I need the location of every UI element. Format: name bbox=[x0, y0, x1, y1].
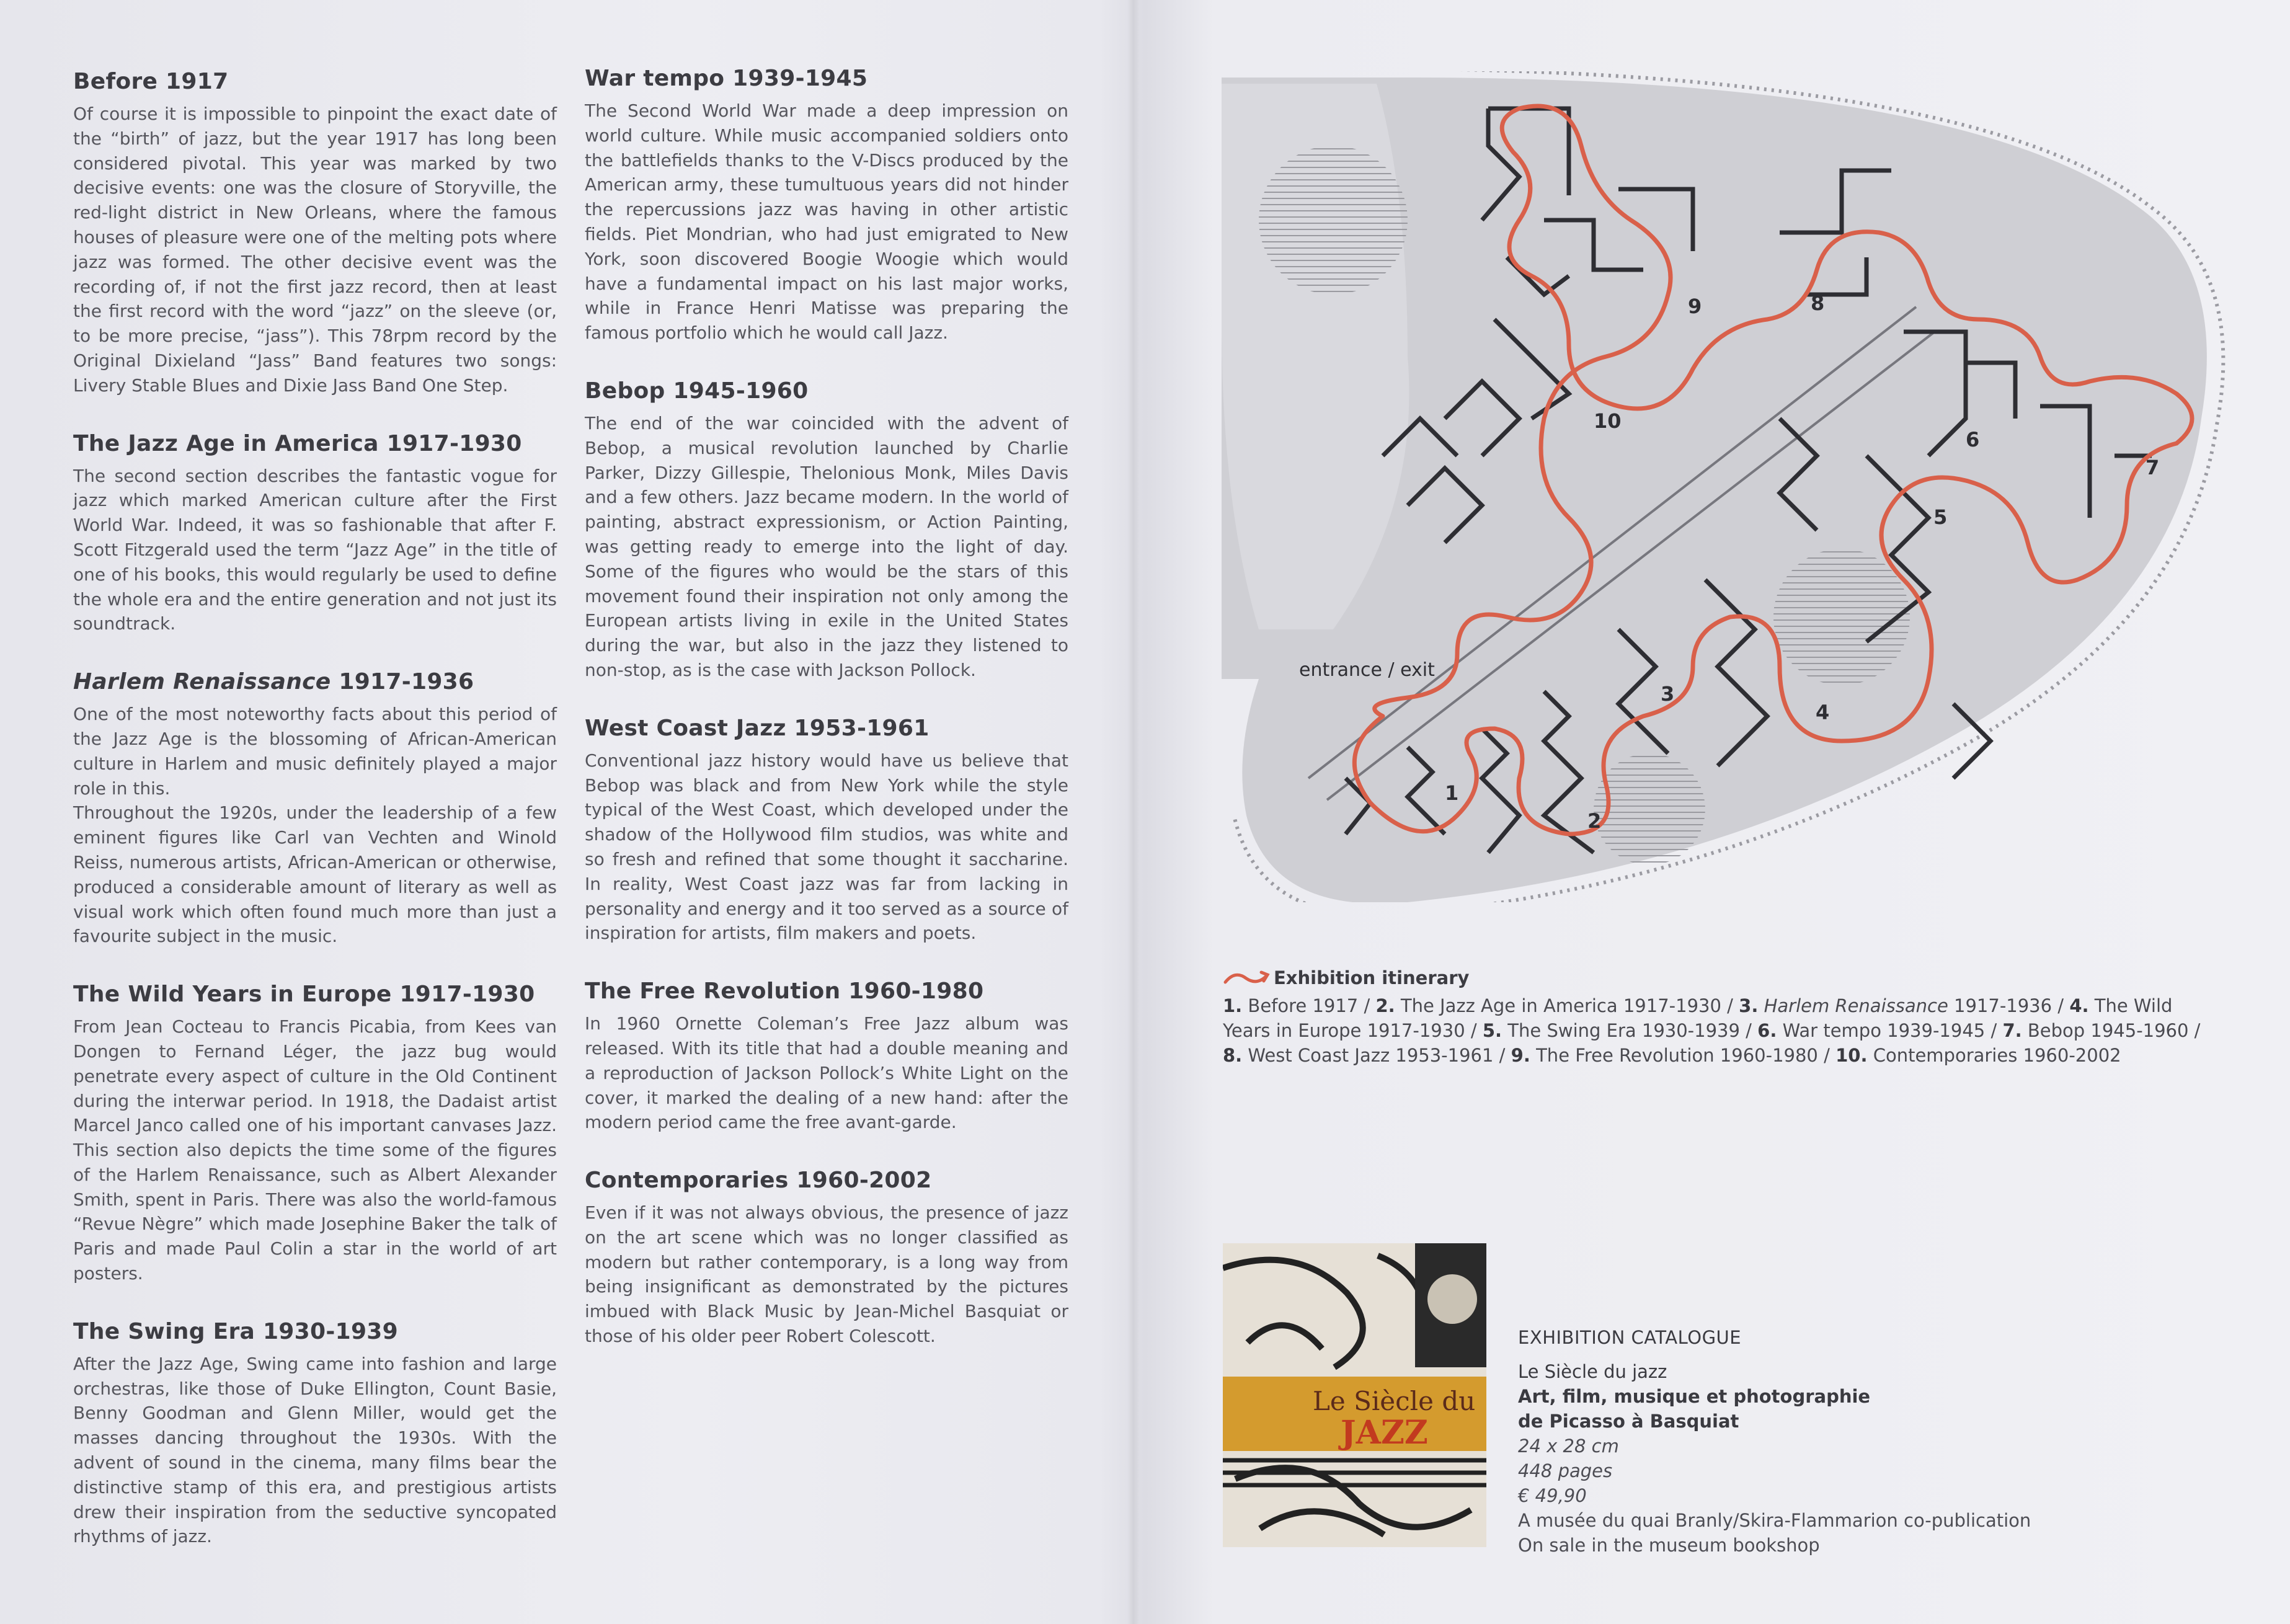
legend-label: Bebop 1945-1960 bbox=[2027, 1020, 2189, 1041]
room-number-7: 7 bbox=[2146, 456, 2160, 479]
hatched-area bbox=[1594, 753, 1705, 865]
section-title: Before 1917 bbox=[73, 69, 229, 94]
legend-label: War tempo 1939-1945 bbox=[1782, 1020, 1986, 1041]
legend-label: Before 1917 bbox=[1248, 995, 1359, 1016]
legend-num: 9. bbox=[1511, 1045, 1530, 1066]
hatched-area bbox=[1773, 549, 1910, 685]
itinerary-arrow-icon bbox=[1223, 969, 1270, 987]
section-title bbox=[73, 668, 557, 696]
section-war-tempo bbox=[585, 65, 1068, 345]
room-number-4: 4 bbox=[1816, 701, 1830, 724]
section-title-years: 1917-1936 bbox=[331, 669, 474, 695]
room-number-10: 10 bbox=[1594, 409, 1622, 433]
catalogue-heading: EXHIBITION CATALOGUE bbox=[1518, 1327, 1742, 1348]
section-text-2: Throughout the 1920s, under the leadership of a few eminent figures like Carl van Vechten and Winold Reiss, numerous artists, African-American or otherwise, produced a considerable amount of literary as well as visual work which often found much more than just a favourite subject in the music. bbox=[73, 802, 557, 947]
legend-num: 10. bbox=[1835, 1045, 1868, 1066]
catalogue-publisher: A musée du quai Branly/Skira-Flammarion co-publication bbox=[1518, 1510, 2031, 1531]
section-title: War tempo 1939-1945 bbox=[585, 66, 868, 91]
catalogue-pages: 448 pages bbox=[1518, 1460, 1613, 1481]
legend-label: The Free Revolution 1960-1980 bbox=[1536, 1045, 1818, 1066]
section-bebop bbox=[585, 378, 1068, 683]
legend-label: 1917-1936 bbox=[1954, 995, 2053, 1016]
section-title: The Wild Years in Europe 1917-1930 bbox=[73, 982, 535, 1008]
section-text: One of the most noteworthy facts about this period of the Jazz Age is the blossoming of African-American culture in Harlem and music definitely played a major role in this. bbox=[73, 704, 557, 799]
section-title: West Coast Jazz 1953-1961 bbox=[585, 715, 930, 741]
legend-label-italic: Harlem Renaissance bbox=[1764, 995, 1948, 1016]
legend-num: 8. bbox=[1223, 1045, 1243, 1066]
legend-label: Contemporaries 1960-2002 bbox=[1873, 1045, 2121, 1066]
section-text: The end of the war coincided with the advent of Bebop, a musical revolution launched by Charlie Parker, Dizzy Gillespie, Thelonious Monk, Miles Davis and a few others. Jazz became modern. In the world of painting, abstract expressionism, or Action Painting, was getting ready to emerge into the light of day. Some of the figures who would be the stars of this movement found their inspiration not only among the European artists living in exile in the United States during the war, but also in the jazz they listened to non-stop, as is the case with Jackson Pollock. bbox=[585, 412, 1068, 680]
legend-label: The Jazz Age in America 1917-1930 bbox=[1400, 995, 1721, 1016]
catalogue-title-2: Art, film, musique et photographie bbox=[1518, 1386, 1871, 1407]
section-text: After the Jazz Age, Swing came into fashion and large orchestras, like those of Duke Ellington, Count Basie, Benny Goodman and Glenn Miller, would get the masses dancing throughout the 1930s. With the advent of sound in the cinema, many films bear the distinctive stamp of this era, and prestigious artists drew their inspiration from the seductive syncopated rhythms of jazz. bbox=[73, 1353, 557, 1547]
itinerary-legend bbox=[1223, 967, 2215, 1068]
section-jazz-age bbox=[73, 430, 557, 637]
catalogue-title-3: de Picasso à Basquiat bbox=[1518, 1411, 1739, 1432]
legend-num: 5. bbox=[1482, 1020, 1502, 1041]
section-wild-years bbox=[73, 981, 557, 1286]
exhibition-floor-map bbox=[1222, 71, 2232, 902]
section-title: The Jazz Age in America 1917-1930 bbox=[73, 430, 522, 456]
room-number-5: 5 bbox=[1933, 505, 1948, 529]
legend-num: 4. bbox=[2069, 995, 2089, 1016]
left-column bbox=[73, 68, 557, 1581]
legend-items: 1. Before 1917 / 2. The Jazz Age in America 1917-1930 / 3. Harlem Renaissance 1917-1936 / 4. The Wild Years in Europe 1917-1930 / 5. The Swing Era 1930-1939 / 6. War tempo 1939-1945 / 7. Bebop 1945-1960 / 8. West Coast Jazz 1953-1961 / 9. The Free Revolution 1960-1980 / 10. Contemporaries 1960-2002 bbox=[1223, 995, 2201, 1066]
section-before-1917 bbox=[73, 68, 557, 398]
cover-title-jazz: JAZZ bbox=[1341, 1414, 1428, 1452]
cover-title: Le Siècle du bbox=[1313, 1386, 1476, 1416]
legend-label: The Wild Years in Europe 1917-1930 bbox=[1223, 995, 2173, 1041]
middle-column bbox=[585, 65, 1068, 1381]
legend-title bbox=[1223, 967, 2215, 988]
catalogue-title-1: Le Siècle du jazz bbox=[1518, 1361, 1667, 1382]
legend-num: 6. bbox=[1757, 1020, 1777, 1041]
section-title: The Swing Era 1930-1939 bbox=[73, 1318, 398, 1344]
legend-num: 3. bbox=[1739, 995, 1759, 1016]
section-text: From Jean Cocteau to Francis Picabia, from Kees van Dongen to Fernand Léger, the jazz bug would penetrate every aspect of culture in the Old Continent during the interwar period. In 1918, the Dadaist artist Marcel Janco called one of his important canvases Jazz. This section also depicts the time some of the figures of the Harlem Renaissance, such as Albert Alexander Smith, spent in Paris. There was also the world-famous “Revue Nègre” which made Josephine Baker the talk of Paris and made Paul Colin a star in the world of art posters. bbox=[73, 1016, 557, 1284]
room-number-8: 8 bbox=[1811, 291, 1825, 315]
section-swing-era bbox=[73, 1318, 557, 1549]
room-number-3: 3 bbox=[1661, 682, 1675, 706]
page-fold bbox=[1127, 0, 1140, 1624]
section-harlem bbox=[73, 668, 557, 949]
section-west-coast bbox=[585, 715, 1068, 946]
section-contemporaries bbox=[585, 1167, 1068, 1349]
section-free-revolution bbox=[585, 978, 1068, 1135]
room-number-6: 6 bbox=[1966, 428, 1980, 451]
legend-num: 1. bbox=[1223, 995, 1243, 1016]
section-text: Even if it was not always obvious, the presence of jazz on the art scene which was no longer classified as modern but rather contemporary, is a long way from being insignificant as demonstrated by the pictures imbued with Black Music by Jean-Michel Basquiat or those of his older peer Robert Colescott. bbox=[585, 1202, 1068, 1347]
room-number-1: 1 bbox=[1445, 781, 1459, 805]
room-number-2: 2 bbox=[1587, 809, 1602, 833]
section-title-italic: Harlem Renaissance bbox=[73, 669, 331, 695]
section-text: The second section describes the fantastic vogue for jazz which marked American culture after the First World War. Indeed, it was so fashionable that after F. Scott Fitzgerald used the term “Jazz Age” in the title of one of his books, this would regularly be used to define the whole era and the entire generation and not just its soundtrack. bbox=[73, 465, 557, 634]
section-title: Bebop 1945-1960 bbox=[585, 378, 809, 404]
room-number-9: 9 bbox=[1688, 295, 1702, 318]
section-text: In 1960 Ornette Coleman’s Free Jazz album was released. With its title that had a double meaning and a reproduction of Jackson Pollock’s White Light on the cover, it marked the dealing of a new hand: after the modern period came the free avant-garde. bbox=[585, 1013, 1068, 1133]
legend-num: 2. bbox=[1375, 995, 1395, 1016]
section-title: The Free Revolution 1960-1980 bbox=[585, 978, 984, 1005]
catalogue-price: € 49,90 bbox=[1518, 1485, 1587, 1506]
section-text: Of course it is impossible to pinpoint the exact date of the “birth” of jazz, but the year 1917 has long been considered pivotal. This year was marked by two decisive events: one was the closure of Storyville, the red-light district in New Orleans, where the famous houses of pleasure were one of the melting pots where jazz was formed. The other decisive event was the recording of, if not the first jazz record, then at least the first record with the word “jazz” on the sleeve (or, to be more precise, “jass”). This 78rpm record by the Original Dixieland “Jass” Band features two songs: Livery Stable Blues and Dixie Jass Band One Step. bbox=[73, 104, 557, 396]
catalogue-sale: On sale in the museum bookshop bbox=[1518, 1535, 1820, 1556]
legend-label: The Swing Era 1930-1939 bbox=[1507, 1020, 1740, 1041]
section-text: The Second World War made a deep impression on world culture. While music accompanied soldiers onto the battlefields thanks to the V-Discs produced by the American army, these tumultuous years did not hinder the repercussions jazz was having in other artistic fields. Piet Mondrian, who had just emigrated to New York, soon discovered Boogie Woogie which would have a fundamental impact on his last major works, while in France Henri Matisse was preparing the famous portfolio which he would call Jazz. bbox=[585, 100, 1068, 344]
legend-title-text: Exhibition itinerary bbox=[1274, 967, 1470, 988]
catalogue-cover-image bbox=[1223, 1243, 1486, 1547]
catalogue-dimensions: 24 x 28 cm bbox=[1518, 1435, 1619, 1457]
entrance-exit-label: entrance / exit bbox=[1299, 659, 1435, 681]
legend-label: West Coast Jazz 1953-1961 bbox=[1248, 1045, 1494, 1066]
catalogue-info bbox=[1518, 1327, 2076, 1558]
section-title: Contemporaries 1960-2002 bbox=[585, 1168, 932, 1194]
legend-num: 7. bbox=[2002, 1020, 2022, 1041]
hatched-area bbox=[1259, 146, 1408, 295]
section-text: Conventional jazz history would have us believe that Bebop was black and from New York while the style typical of the West Coast, which developed under the shadow of the Hollywood film studios, was white and so fresh and refined that some thought it saccharine. In reality, West Coast jazz was far from lacking in personality and energy and it too served as a source of inspiration for artists, film makers and poets. bbox=[585, 750, 1068, 944]
